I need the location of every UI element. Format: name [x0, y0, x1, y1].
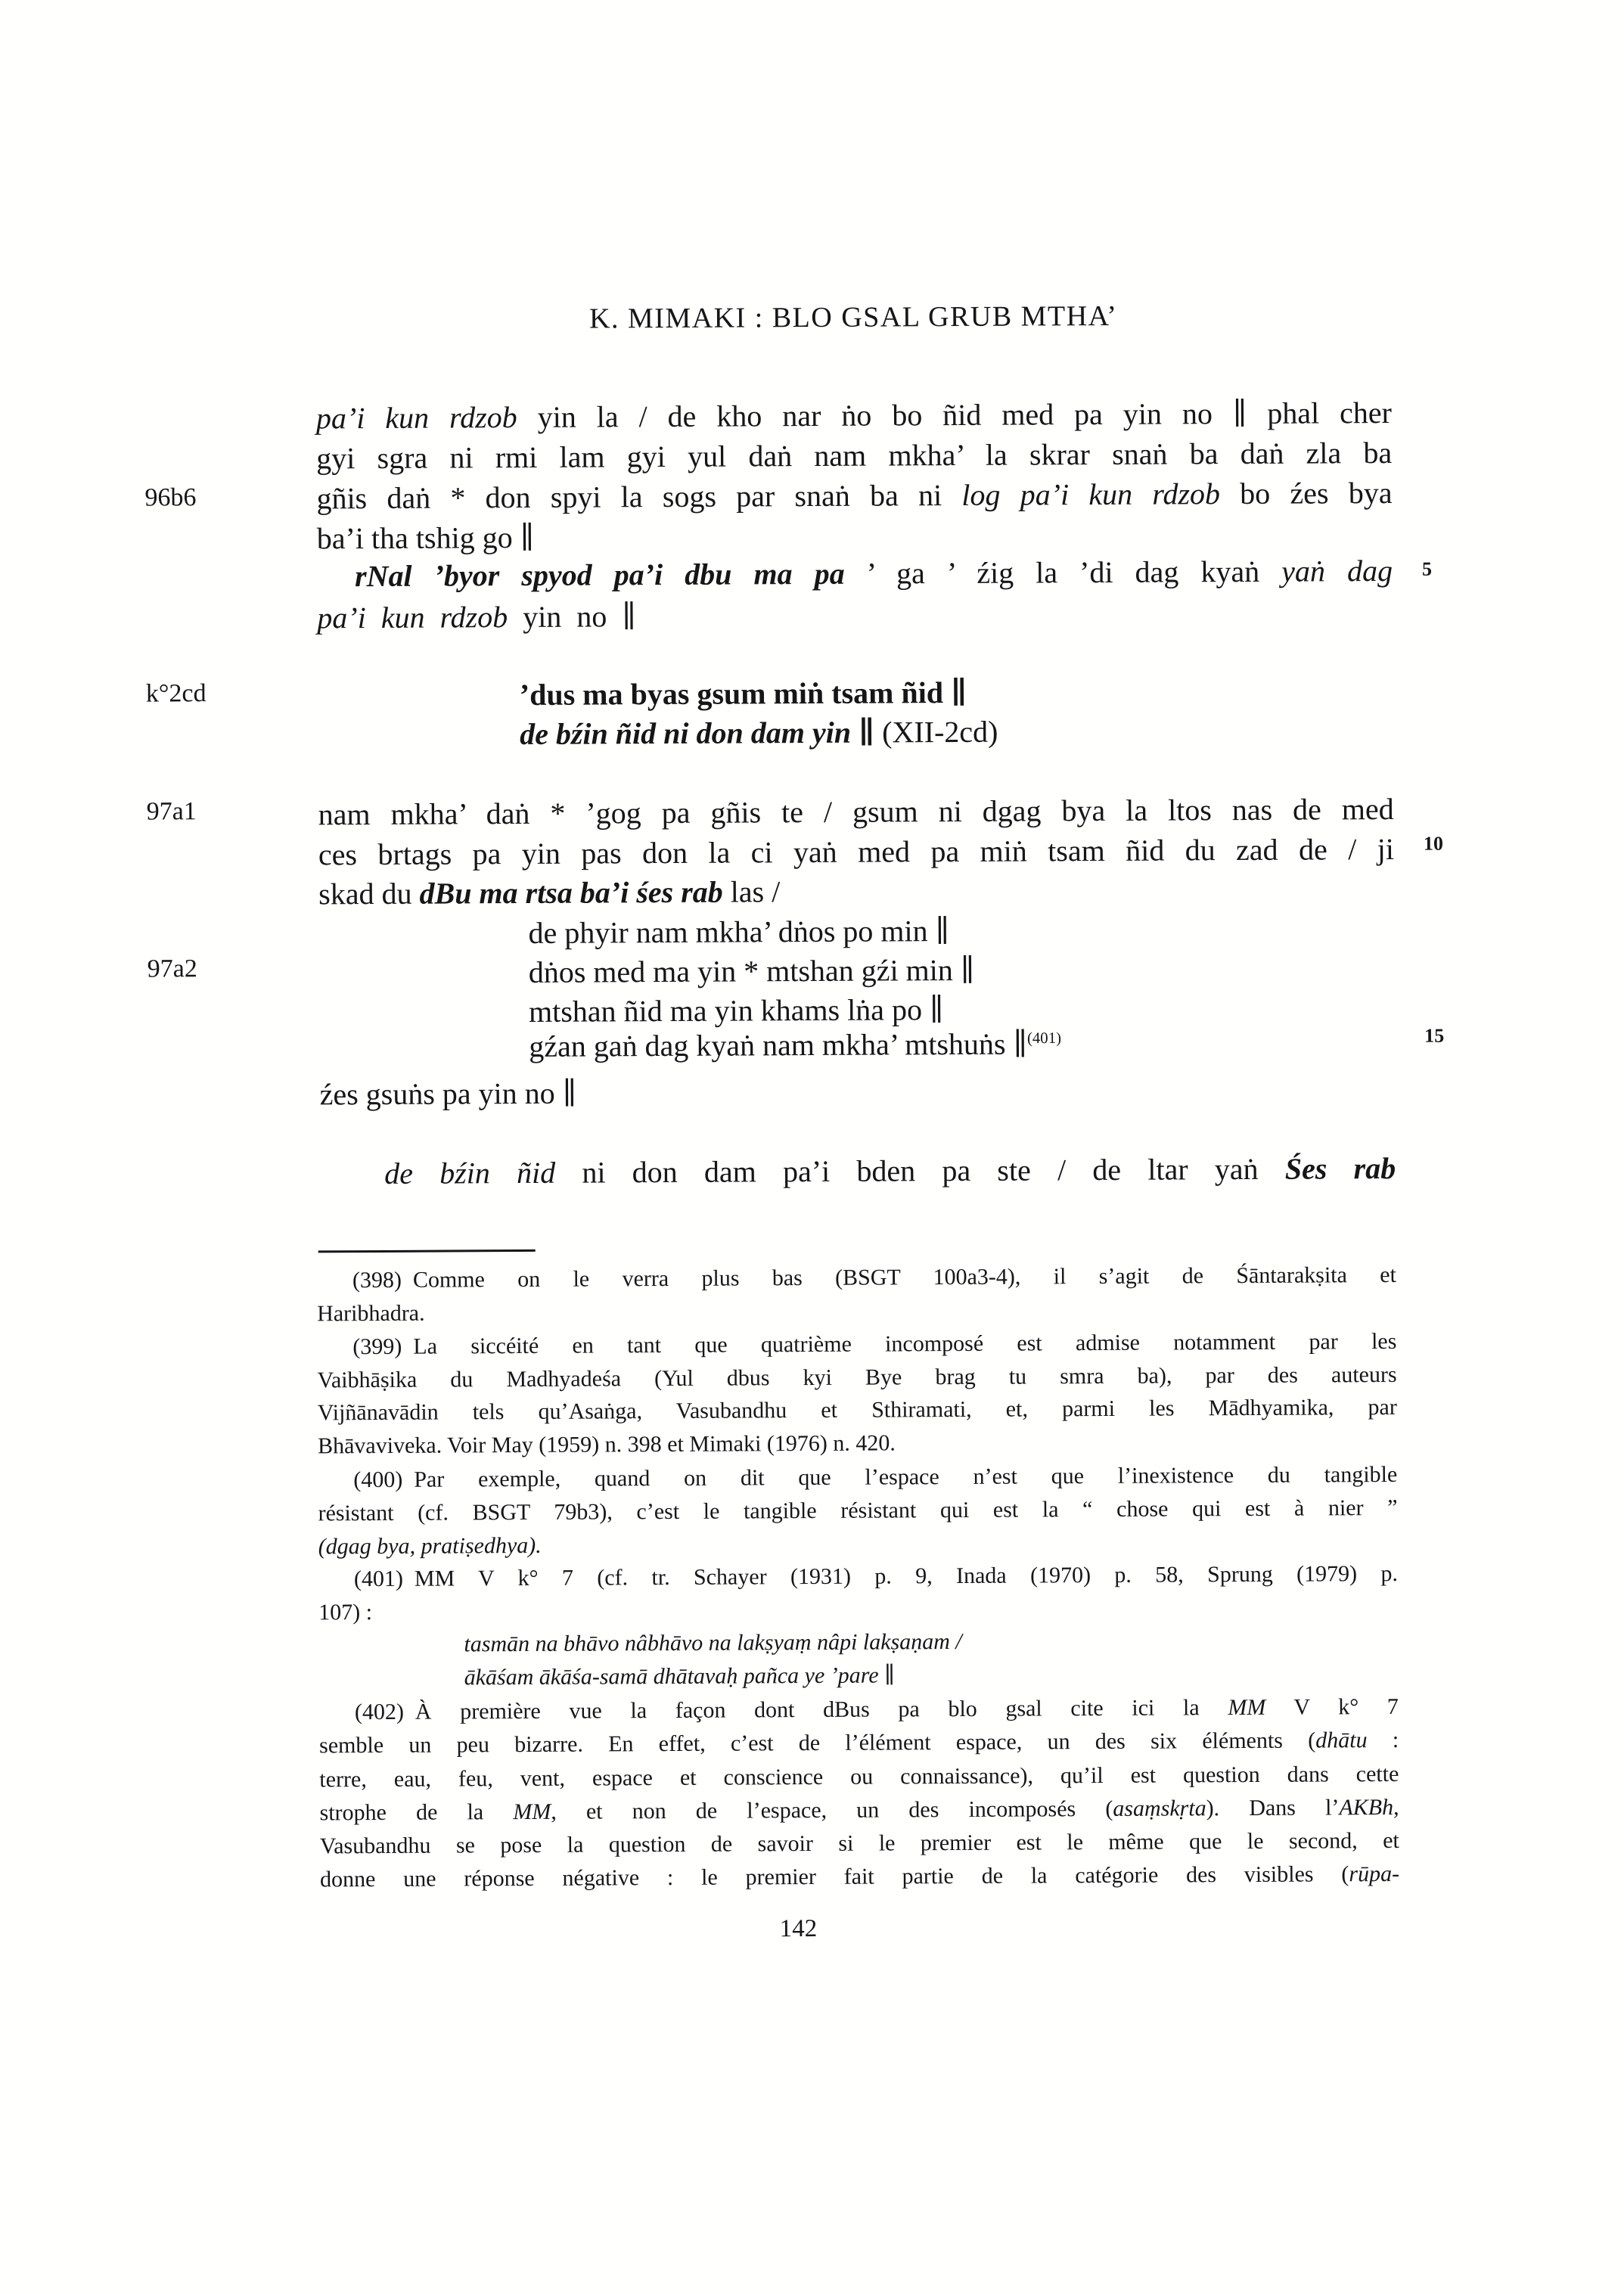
text-segment: de phyir nam mkha’ dṅos po min ∥ — [528, 914, 950, 950]
body-text-line — [355, 552, 1393, 595]
body-text-line — [528, 912, 949, 952]
text-segment: gźan gaṅ dag kyaṅ nam mkha’ mtshuṅs ∥ — [529, 1026, 1028, 1063]
footnote-text-line — [318, 1429, 896, 1460]
body-text-line — [520, 674, 967, 714]
body-text-line — [318, 830, 1394, 874]
text-segment: ākāśam ākāśa-samā dhātavaḥ pañca ye ’pare ∥ — [464, 1662, 896, 1690]
page-number: 142 — [779, 1914, 818, 1943]
text-segment: las / — [722, 874, 781, 909]
running-header: K. MIMAKI : BLO GSAL GRUB MTHA’ — [588, 300, 1118, 335]
text-segment: terre, eau, feu, vent, espace et conscience ou connaissance), qu’il est question dans cette — [319, 1761, 1399, 1793]
text-segment: Śes rab — [1284, 1150, 1396, 1186]
line-number: 10 — [1423, 832, 1443, 855]
text-segment: : — [1367, 1727, 1399, 1753]
footnote-text-line — [352, 1261, 1396, 1295]
footnote-text-line — [352, 1327, 1396, 1361]
body-text-line — [316, 434, 1392, 477]
text-segment: 107) : — [318, 1600, 373, 1625]
text-segment: dhātu — [1315, 1727, 1368, 1753]
text-segment: donne une réponse négative : le premier fait partie de la catégorie des visibles ( — [319, 1861, 1349, 1892]
text-segment: Bhāvaviveka. Voir May (1959) n. 398 et Mimaki (1976) n. 420. — [317, 1430, 896, 1459]
text-segment: rNal ’byor spyod pa’i dbu ma pa — [354, 556, 845, 594]
text-segment: yaṅ dag — [1281, 553, 1393, 588]
footnote-text-line — [319, 1760, 1399, 1794]
text-segment: (402) À première vue la façon dont dBus pa blo gsal cite ici la — [354, 1695, 1228, 1725]
footnote-text-line — [318, 1393, 1397, 1427]
body-text-line — [317, 598, 636, 637]
text-segment: de bźin ñid — [384, 1155, 556, 1190]
footnote-text-line — [318, 1532, 542, 1561]
footnote-text-line — [354, 1560, 1398, 1594]
text-segment: (399) La siccéité en tant que quatrième incomposé est admise notamment par les — [352, 1328, 1397, 1360]
text-segment: (401) MM V k° 7 (cf. tr. Schayer (1931) p. 9, Inada (1970) p. 58, Sprung (1979) p. — [353, 1560, 1399, 1592]
body-text-line — [316, 474, 1392, 517]
body-text-line — [529, 951, 975, 992]
footnote-text-line — [320, 1793, 1399, 1827]
text-segment: résistant (cf. BSGT 79b3), c’est le tangible résistant qui est la “ chose qui est à nier ” — [318, 1495, 1398, 1526]
text-segment: (dgag bya, pratiṣedhya). — [318, 1532, 542, 1560]
folio-margin-label: k°2cd — [145, 679, 206, 708]
text-segment: Vaibhāṣika du Madhyadeśa (Yul dbus kyi Bye brag tu smra ba), par des auteurs — [317, 1361, 1397, 1393]
footnote-text-line — [320, 1827, 1399, 1861]
text-segment: dBu ma rtsa ba’i śes rab — [419, 874, 723, 911]
text-segment: , — [1393, 1794, 1399, 1820]
footnote-text-line — [318, 1598, 372, 1627]
text-segment: de bźin ñid ni don dam yin ∥ — [520, 715, 875, 752]
text-segment: , et non de l’espace, un des incomposés ( — [551, 1796, 1113, 1824]
body-text-line — [317, 519, 535, 558]
folio-margin-label: 97a2 — [147, 955, 197, 983]
text-segment: Vasubandhu se pose la question de savoir si le premier est le même que le second, et — [319, 1827, 1399, 1859]
footnote-text-line — [318, 1494, 1397, 1528]
text-segment: tasmān na bhāvo nâbhāvo na lakṣyaṃ nâpi lakṣaṇam / — [464, 1628, 962, 1657]
text-segment: ’ ga ’ źig la ’di dag kyaṅ — [844, 554, 1282, 591]
text-segment: AKBh — [1339, 1794, 1394, 1821]
text-segment: bo źes bya — [1240, 475, 1393, 511]
footnote-text-line — [464, 1628, 961, 1659]
text-segment: nam mkha’ daṅ * ’gog pa gñis te / gsum ni dgag bya la ltos nas de med — [318, 791, 1394, 832]
body-text-line — [529, 991, 944, 1031]
text-segment: (398) Comme on le verra plus bas (BSGT 100a3-4), il s’agit de Śāntarakṣita et — [352, 1262, 1396, 1293]
text-segment: mtshan ñid ma yin khams lṅa po ∥ — [528, 992, 944, 1029]
text-segment: semble un peu bizarre. En effet, c’est de l’élément espace, un des six éléments ( — [319, 1727, 1316, 1759]
text-segment: MM — [513, 1799, 551, 1825]
text-segment: ’dus ma byas gsum miṅ tsam ñid ∥ — [519, 675, 967, 712]
body-text-line — [318, 790, 1394, 833]
body-text-line — [316, 394, 1392, 437]
text-segment: log pa’i kun rdzob — [961, 476, 1241, 512]
text-segment: yin no ∥ — [523, 599, 636, 634]
text-segment: (XII-2cd) — [874, 714, 998, 750]
text-segment: gyi sgra ni rmi lam gyi yul daṅ nam mkha’ la skrar snaṅ ba daṅ zla ba — [316, 435, 1393, 476]
line-number: 5 — [1421, 557, 1433, 580]
text-segment: ces brtags pa yin pas don la ci yaṅ med pa miṅ tsam ñid du zad de / ji — [318, 831, 1395, 872]
text-segment: (400) Par exemple, quand on dit que l’espace n’est que l’inexistence du tangible — [353, 1461, 1398, 1493]
folio-margin-label: 97a1 — [146, 797, 197, 826]
line-number: 15 — [1424, 1024, 1445, 1047]
footnote-text-line — [318, 1361, 1397, 1395]
text-segment: Vijñānavādin tels qu’Asaṅga, Vasubandhu et Sthiramati, et, parmi les Mādhyamika, par — [317, 1394, 1397, 1426]
footnote-text-line — [319, 1726, 1399, 1760]
footnote-text-line — [355, 1693, 1399, 1727]
text-segment: gñis daṅ * don spyi la sogs par snaṅ ba ni — [316, 477, 962, 516]
text-segment: strophe de la — [319, 1799, 514, 1826]
text-segment: ni don dam pa’i bden pa ste / de ltar yaṅ — [555, 1151, 1285, 1190]
text-segment: skad du — [318, 876, 420, 911]
footnote-reference: (401) — [1026, 1029, 1062, 1048]
footnote-text-line — [320, 1860, 1399, 1894]
body-text-line — [319, 1075, 576, 1114]
footnote-text-line — [464, 1661, 895, 1691]
text-segment: V k° 7 — [1265, 1693, 1399, 1720]
text-segment: yin la / de kho nar ṅo bo ñid med pa yin no ∥ phal cher — [537, 395, 1393, 434]
text-segment: rūpa- — [1349, 1861, 1400, 1887]
text-segment: asaṃskṛta — [1113, 1796, 1206, 1821]
text-segment: MM — [1228, 1694, 1266, 1721]
body-text-line — [318, 873, 780, 913]
text-segment: pa’i kun rdzob — [315, 399, 538, 436]
body-text-line — [520, 713, 998, 753]
body-text-line — [384, 1150, 1396, 1193]
text-segment: ). Dans l’ — [1206, 1795, 1340, 1821]
text-segment: źes gsuṅs pa yin no ∥ — [319, 1076, 577, 1112]
folio-margin-label: 96b6 — [144, 483, 197, 512]
body-text-line — [529, 1025, 1061, 1066]
text-segment: Haribhadra. — [317, 1300, 425, 1327]
footnote-text-line — [317, 1299, 425, 1328]
text-segment: dṅos med ma yin * mtshan gźi min ∥ — [528, 952, 975, 989]
footnote-text-line — [353, 1461, 1397, 1495]
text-segment: pa’i kun rdzob — [317, 599, 523, 635]
text-segment: ba’i tha tshig go ∥ — [316, 520, 535, 556]
footnote-separator-rule — [318, 1249, 536, 1253]
